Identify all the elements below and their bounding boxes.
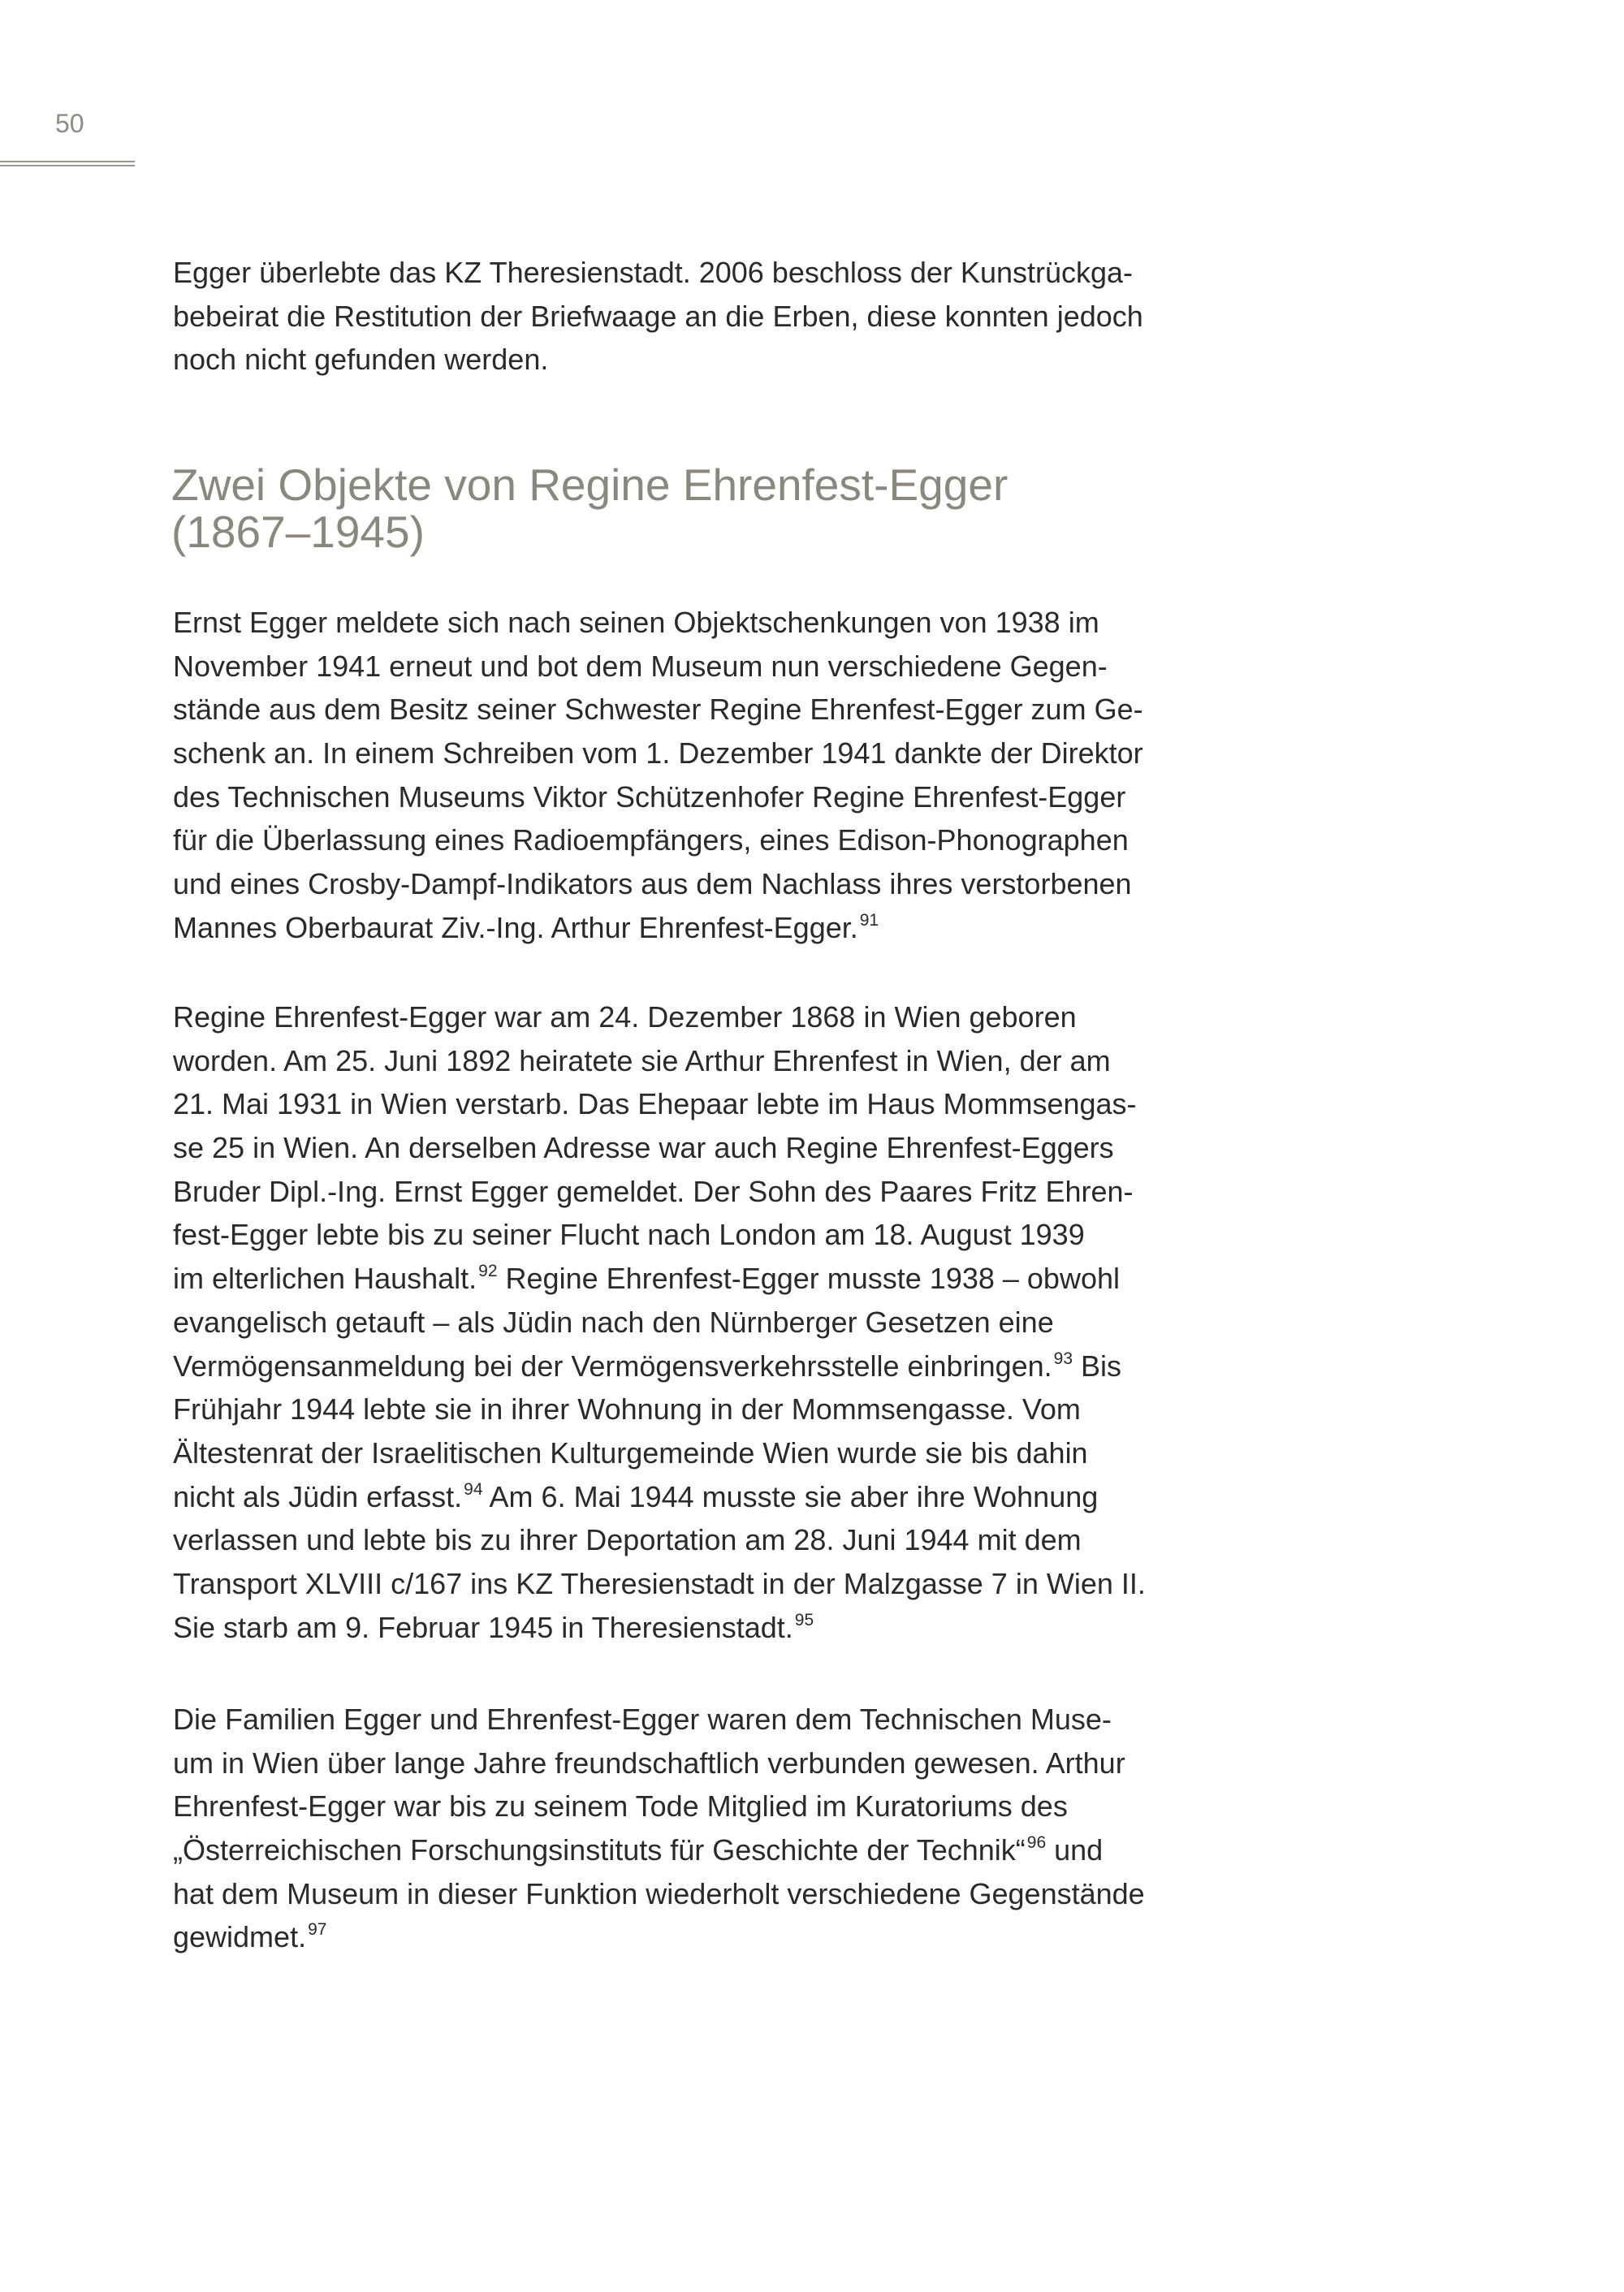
text-line: Ältestenrat der Israelitischen Kulturgemeinde Wien wurde sie bis dahin	[173, 1435, 1088, 1470]
paragraph-2	[173, 601, 1143, 950]
text-line: „Österreichischen Forschungsinstituts für Geschichte der Technik“$^{96}$ und	[173, 1833, 1104, 1867]
header-rule	[0, 165, 135, 166]
text-line: November 1941 erneut und bot dem Museum nun verschiedene Gegen-	[173, 649, 1108, 683]
text-line: um in Wien über lange Jahre freundschaftlich verbunden gewesen. Arthur	[173, 1746, 1125, 1780]
text-line: worden. Am 25. Juni 1892 heiratete sie Arthur Ehrenfest in Wien, der am	[173, 1043, 1111, 1077]
footnote-ref: 95	[794, 1610, 814, 1629]
text-line: Regine Ehrenfest-Egger war am 24. Dezember 1868 in Wien geboren	[173, 1000, 1077, 1034]
footnote-ref: 93	[1053, 1349, 1073, 1368]
text-line: Bruder Dipl.-Ing. Ernst Egger gemeldet. Der Sohn des Paares Fritz Ehren-	[173, 1174, 1134, 1208]
text-line: evangelisch getauft – als Jüdin nach den Nürnberger Gesetzen eine	[173, 1305, 1054, 1339]
footnote-ref: 96	[1026, 1833, 1047, 1853]
text-line: für die Überlassung eines Radioempfängers, eines Edison-Phonographen	[173, 823, 1129, 857]
text-line: nicht als Jüdin erfasst.$^{94}$ Am 6. Mai 1944 musste sie aber ihre Wohnung	[173, 1479, 1099, 1513]
page-number: 50	[55, 109, 84, 138]
section-heading-line: (1867–1945)	[171, 507, 425, 557]
section-heading	[171, 461, 1008, 555]
paragraph-4	[173, 1698, 1145, 1959]
text-line: Vermögensanmeldung bei der Vermögensverkehrsstelle einbringen.$^{93}$ Bis	[173, 1349, 1122, 1383]
text-line: gewidmet.$^{97}$	[173, 1920, 327, 1954]
text-line: fest-Egger lebte bis zu seiner Flucht nach London am 18. August 1939	[173, 1218, 1085, 1252]
text-line: hat dem Museum in dieser Funktion wiederholt verschiedene Gegenstände	[173, 1876, 1145, 1910]
section-heading-line: Zwei Objekte von Regine Ehrenfest-Egger	[171, 460, 1009, 510]
text-line: verlassen und lebte bis zu ihrer Deportation am 28. Juni 1944 mit dem	[173, 1523, 1082, 1557]
text-line: schenk an. In einem Schreiben vom 1. Dezember 1941 dankte der Direktor	[173, 736, 1143, 770]
text-line: des Technischen Museums Viktor Schützenhofer Regine Ehrenfest-Egger	[173, 779, 1126, 814]
text-line: Die Familien Egger und Ehrenfest-Egger waren dem Technischen Muse-	[173, 1703, 1112, 1736]
text-line: Ernst Egger meldete sich nach seinen Objektschenkungen von 1938 im	[173, 606, 1099, 639]
text-line: bebeirat die Restitution der Briefwaage an die Erben, diese konnten jedoch	[173, 299, 1143, 333]
footnote-ref: 94	[464, 1479, 483, 1499]
text-line: Transport XLVIII c/167 ins KZ Theresienstadt in der Malzgasse 7 in Wien II.	[173, 1566, 1146, 1600]
paragraph-1	[173, 251, 1143, 382]
text-line: Sie starb am 9. Februar 1945 in Theresienstadt.$^{95}$	[173, 1610, 814, 1644]
text-line: Ehrenfest-Egger war bis zu seinem Tode Mitglied im Kuratoriums des	[173, 1789, 1068, 1824]
text-line: im elterlichen Haushalt.$^{92}$ Regine Ehrenfest-Egger musste 1938 – obwohl	[173, 1262, 1120, 1296]
text-line: se 25 in Wien. An derselben Adresse war auch Regine Ehrenfest-Eggers	[173, 1131, 1114, 1165]
text-line: 21. Mai 1931 in Wien verstarb. Das Ehepaar lebte im Haus Mommsengas-	[173, 1087, 1137, 1121]
footnote-ref: 92	[478, 1262, 498, 1281]
text-line: Mannes Oberbaurat Ziv.-Ing. Arthur Ehrenfest-Egger.$^{91}$	[173, 910, 879, 944]
footnote-ref: 97	[308, 1920, 327, 1940]
text-line: Egger überlebte das KZ Theresienstadt. 2006 beschloss der Kunstrückga-	[173, 256, 1134, 289]
text-line: Frühjahr 1944 lebte sie in ihrer Wohnung in der Mommsengasse. Vom	[173, 1392, 1081, 1427]
paragraph-3	[173, 995, 1146, 1649]
header-rule	[0, 161, 135, 162]
text-line: und eines Crosby-Dampf-Indikators aus dem Nachlass ihres verstorbenen	[173, 867, 1132, 901]
text-line: stände aus dem Besitz seiner Schwester Regine Ehrenfest-Egger zum Ge-	[173, 693, 1143, 727]
text-line: noch nicht gefunden werden.	[173, 343, 549, 377]
footnote-ref: 91	[859, 910, 879, 930]
